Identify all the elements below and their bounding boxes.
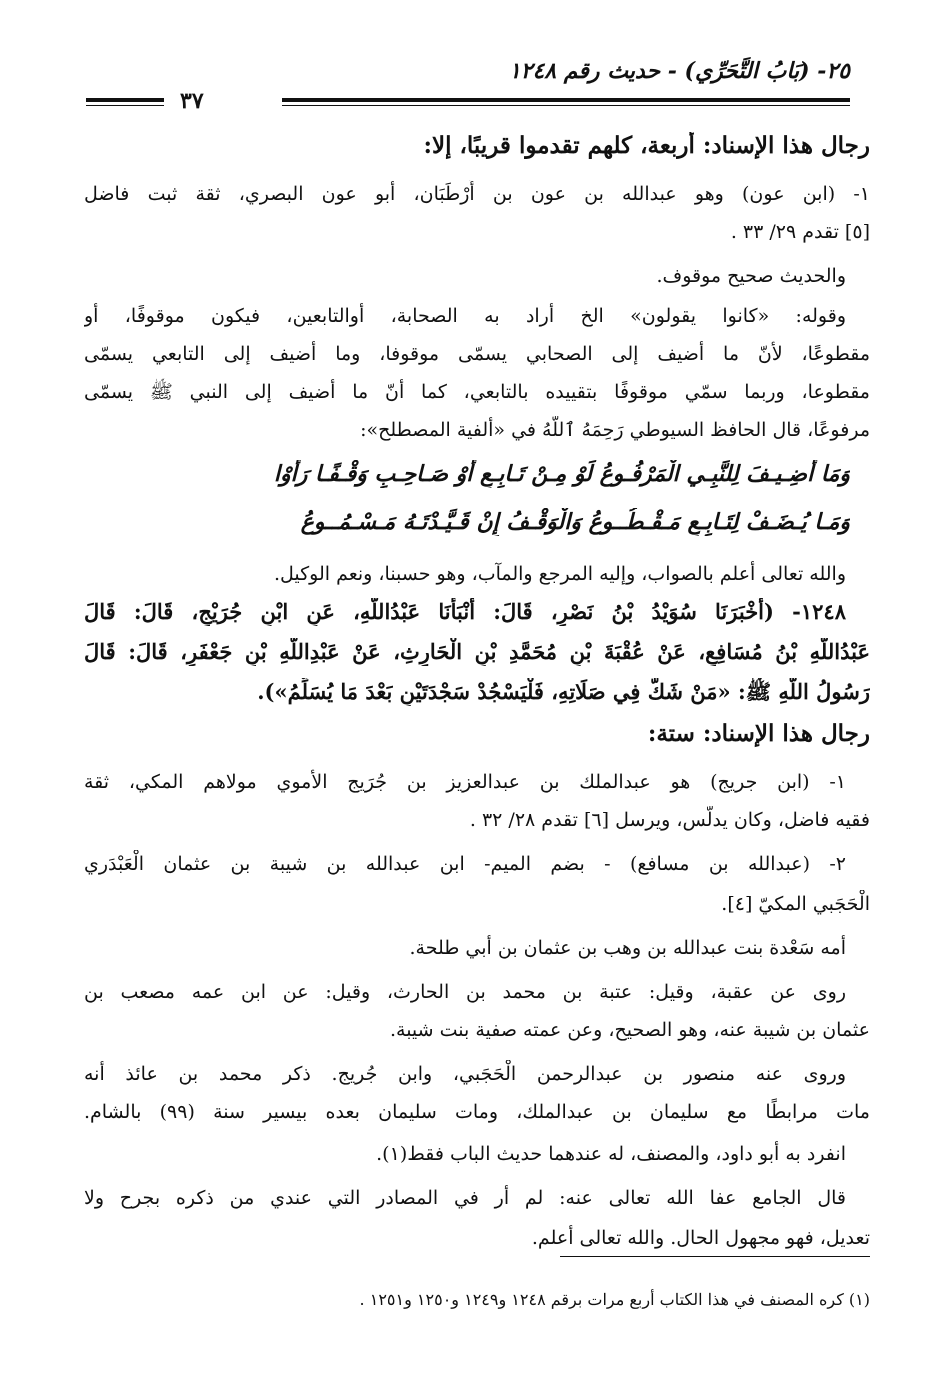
text-line: [٥] تقدم ٢٩/ ٣٣ . — [730, 221, 870, 243]
footnote: (١) كره المصنف في هذا الكتاب أربع مرات برقم ١٢٤٨ و١٢٤٩ و١٢٥٠ و١٢٥١ . — [359, 1290, 870, 1309]
text-line: ٢- (عبدالله بن مسافع) - بضم الميم- ابن عبدالله بن شيبة بن عثمان الْعَبْدَري — [84, 853, 846, 875]
header-rule-left-thin — [86, 105, 164, 106]
header-rule-left — [86, 98, 164, 102]
poem-verse: وَمَا أُضِـيـفَ لِلنَّبِـي الْمَرْفُـوعُ لَوْ مِـنْ تَـابِـعٍ أَوْ صَـاحِـبٍ وَقْـفًـا رَأَوْا — [273, 461, 850, 487]
hadith-line: عَبْدُاللَّهِ بْنُ مُسَافِعٍ، عَنْ عُقْبَةَ بْنِ مُحَمَّدِ بْنِ الْحَارِثِ، عَنْ عَبْدِاللَّهِ بْنِ جَعْفَرٍ، قَالَ: قَالَ — [84, 639, 870, 664]
text-line: مقطوعًا، لأنّ ما أضيف إلى الصحابي يسمّى موقوفا، وما أضيف إلى التابعي يسمّى — [84, 343, 870, 365]
chapter-title: ٢٥- (بَابُ التَّحَرِّي) - حديث رقم ١٢٤٨ — [508, 58, 850, 84]
text-line: وروى عنه منصور بن عبدالرحمن الْحَجَبي، وابن جُريج. ذكر محمد بن عائذ أنه — [84, 1063, 846, 1085]
poem-verse: وَمَـا يُـضَـفْ لِتَـابِـعٍ مَـقْـطُــوعُ وَالْوَقْـفُ إِنْ قَـيَّـدْتَـهُ مَـسْـمُــوعُ — [300, 509, 850, 535]
text-line: ١- (ابن عون) وهو عبدالله بن عون بن أَرْطَبَان، أبو عون البصري، ثقة ثبت فاضل — [84, 183, 870, 205]
section-heading: رجال هذا الإسناد: أربعة، كلهم تقدموا قريبًا، إلا: — [423, 132, 870, 159]
running-header — [86, 58, 850, 86]
hadith-line: ١٢٤٨- (أَخْبَرَنَا سُوَيْدُ بْنُ نَصْرٍ، قَالَ: أَنْبَأَنَا عَبْدُاللَّهِ، عَنِ ابْنِ جُرَيْجٍ، قَالَ: قَالَ — [84, 599, 846, 624]
text-line: ١- (ابن جريج) هو عبدالملك بن عبدالعزيز بن جُرَيج الأموي مولاهم المكي، ثقة — [84, 771, 846, 793]
footnote-divider — [560, 1256, 870, 1257]
text-line: والحديث صحيح موقوف. — [656, 265, 846, 287]
text-line: مات مرابطًا مع سليمان بن عبدالملك، ومات سليمان بعده بيسير سنة (٩٩) بالشام. — [84, 1101, 870, 1123]
header-rule — [282, 98, 850, 102]
text-line: عثمان بن شيبة عنه، وهو الصحيح، وعن عمته صفية بنت شيبة. — [389, 1019, 870, 1041]
text-line: الْحَجَبي المكيّ [٤]. — [721, 893, 870, 915]
header-rule-thin — [282, 105, 850, 106]
text-line: والله تعالى أعلم بالصواب، وإليه المرجع والمآب، وهو حسبنا، ونعم الوكيل. — [273, 563, 846, 585]
text-line: فقيه فاضل، وكان يدلّس، ويرسل [٦] تقدم ٢٨/ ٣٢ . — [469, 809, 870, 831]
text-line: روى عن عقبة، وقيل: عتبة بن محمد بن الحارث، وقيل: عن ابن عمه مصعب بن — [84, 981, 846, 1003]
text-line: تعديل، فهو مجهول الحال. والله تعالى أعلم. — [531, 1227, 870, 1249]
section-heading: رجال هذا الإسناد: ستة: — [647, 720, 870, 747]
text-line: مرفوعًا، قال الحافظ السيوطي رَحِمَهُ ٱللَّهُ في «ألفية المصطلح»: — [360, 419, 870, 441]
text-line: انفرد به أبو داود، والمصنف، له عندهما حديث الباب فقط(١). — [376, 1143, 846, 1165]
hadith-line: رَسُولُ اللَّهِ ﷺ: «مَنْ شَكَّ فِي صَلَاتِهِ، فَلْيَسْجُدْ سَجْدَتَيْنِ بَعْدَ مَا يُسَلِّمُ»). — [257, 679, 870, 704]
text-line: أمه سَعْدة بنت عبدالله بن وهب بن عثمان بن أبي طلحة. — [409, 937, 846, 959]
text-line: مقطوعا، وربما سمّي موقوفًا بتقييده بالتابعي، كما أنّ ما أضيف إلى النبي ﷺ يسمّى — [84, 381, 870, 403]
text-line: وقوله: «كانوا يقولون» الخ أراد به الصحابة، أوالتابعين، فيكون موقوفًا، أو — [84, 305, 846, 327]
text-line: قال الجامع عفا الله تعالى عنه: لم أر في المصادر التي عندي من ذكره بجرح ولا — [84, 1187, 846, 1209]
page-number: ٣٧ — [180, 88, 204, 114]
